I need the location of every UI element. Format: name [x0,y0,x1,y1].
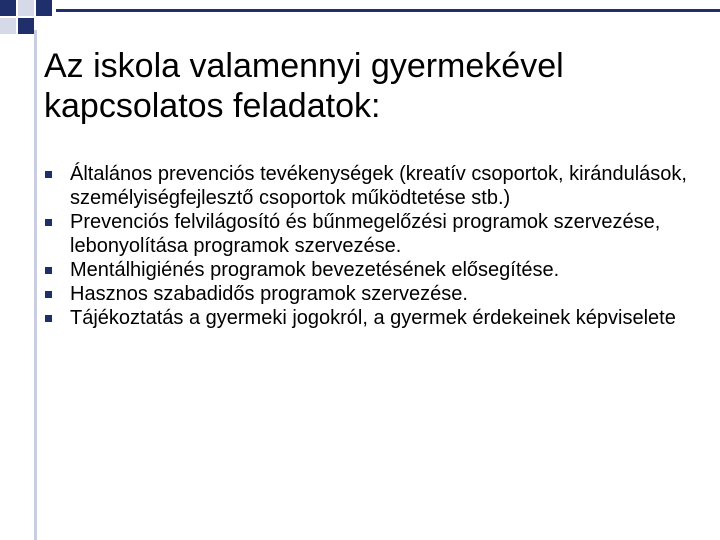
list-item-text: Prevenciós felvilágosító és bűnmegelőzési programok szervezése, lebonyolítása programok szervezése. [70,211,661,257]
decorative-square [0,18,16,34]
square-bullet-icon [45,219,52,226]
top-rule [56,9,720,12]
list-item-text: Hasznos szabadidős programok szervezése. [70,283,468,305]
list-item-text: Általános prevenciós tevékenységek (kreatív csoportok, kirándulások, személyiségfejlesztő csoportok működtetése stb.) [70,163,687,209]
bullet-list [44,162,694,330]
decorative-square [18,18,34,34]
square-bullet-icon [45,267,52,274]
list-item-text: Tájékoztatás a gyermeki jogokról, a gyermek érdekeinek képviselete [70,307,676,329]
list-item-text: Mentálhigiénés programok bevezetésének elősegítése. [70,259,560,281]
list-item [44,306,694,330]
slide-title: Az iskola valamennyi gyermekével kapcsolatos feladatok: [44,47,564,125]
left-rule [34,30,37,540]
decorative-square [36,0,52,16]
decorative-square [0,0,16,16]
square-bullet-icon [45,171,52,178]
decorative-square [18,0,34,16]
square-bullet-icon [45,315,52,322]
list-item [44,258,694,282]
list-item [44,162,694,210]
list-item [44,282,694,306]
square-bullet-icon [45,291,52,298]
decorative-squares [0,0,60,40]
list-item [44,210,694,258]
